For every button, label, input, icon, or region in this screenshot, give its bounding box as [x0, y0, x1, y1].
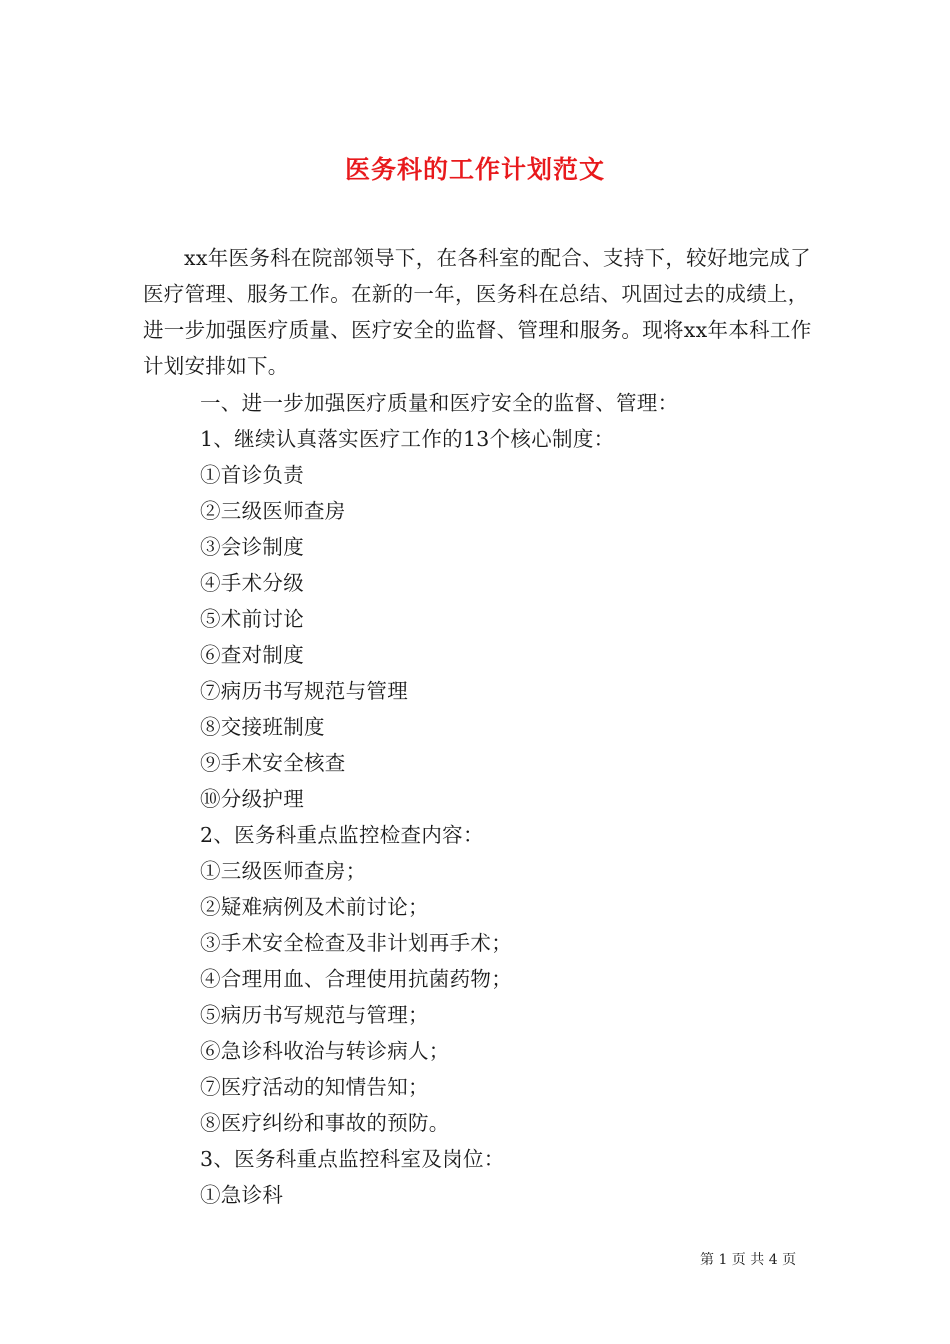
list-item: ⑥急诊科收治与转诊病人； — [200, 1039, 450, 1063]
list-item: ④手术分级 — [200, 571, 304, 595]
list-item: ⑤术前讨论 — [200, 607, 304, 631]
list-item: ①急诊科 — [200, 1183, 284, 1207]
subsection-heading: 1、继续认真落实医疗工作的13个核心制度： — [200, 427, 615, 451]
list-item: ③手术安全检查及非计划再手术； — [200, 931, 512, 955]
list-item: ⑨手术安全核查 — [200, 751, 346, 775]
list-item: ②疑难病例及术前讨论； — [200, 895, 429, 919]
section-heading: 一、进一步加强医疗质量和医疗安全的监督、管理： — [200, 391, 679, 415]
subsection-heading: 2、医务科重点监控检查内容： — [200, 823, 484, 847]
list-item: ⑤病历书写规范与管理； — [200, 1003, 429, 1027]
document-title: 医务科的工作计划范文 — [344, 154, 605, 184]
list-item: ②三级医师查房 — [200, 499, 346, 523]
list-item: ⑦医疗活动的知情告知； — [200, 1075, 429, 1099]
content-list — [200, 385, 840, 1213]
list-item: ①首诊负责 — [200, 463, 304, 487]
list-item: ⑧医疗纠纷和事故的预防。 — [200, 1111, 450, 1135]
page-number: 第 1 页 共 4 页 — [700, 1252, 797, 1268]
list-item: ⑥查对制度 — [200, 643, 304, 667]
intro-paragraph: xx年医务科在院部领导下，在各科室的配合、支持下，较好地完成了医疗管理、服务工作。在新的一年，医务科在总结、巩固过去的成绩上，进一步加强医疗质量、医疗安全的监督、管理和服务。现将xx年本科工作计划安排如下。 — [143, 246, 812, 378]
list-item: ⑩分级护理 — [200, 787, 304, 811]
list-item: ⑧交接班制度 — [200, 715, 325, 739]
subsection-heading: 3、医务科重点监控科室及岗位： — [200, 1147, 505, 1171]
list-item: ⑦病历书写规范与管理 — [200, 679, 408, 703]
list-item: ③会诊制度 — [200, 535, 304, 559]
list-item: ④合理用血、合理使用抗菌药物； — [200, 967, 512, 991]
list-item: ①三级医师查房； — [200, 859, 367, 883]
